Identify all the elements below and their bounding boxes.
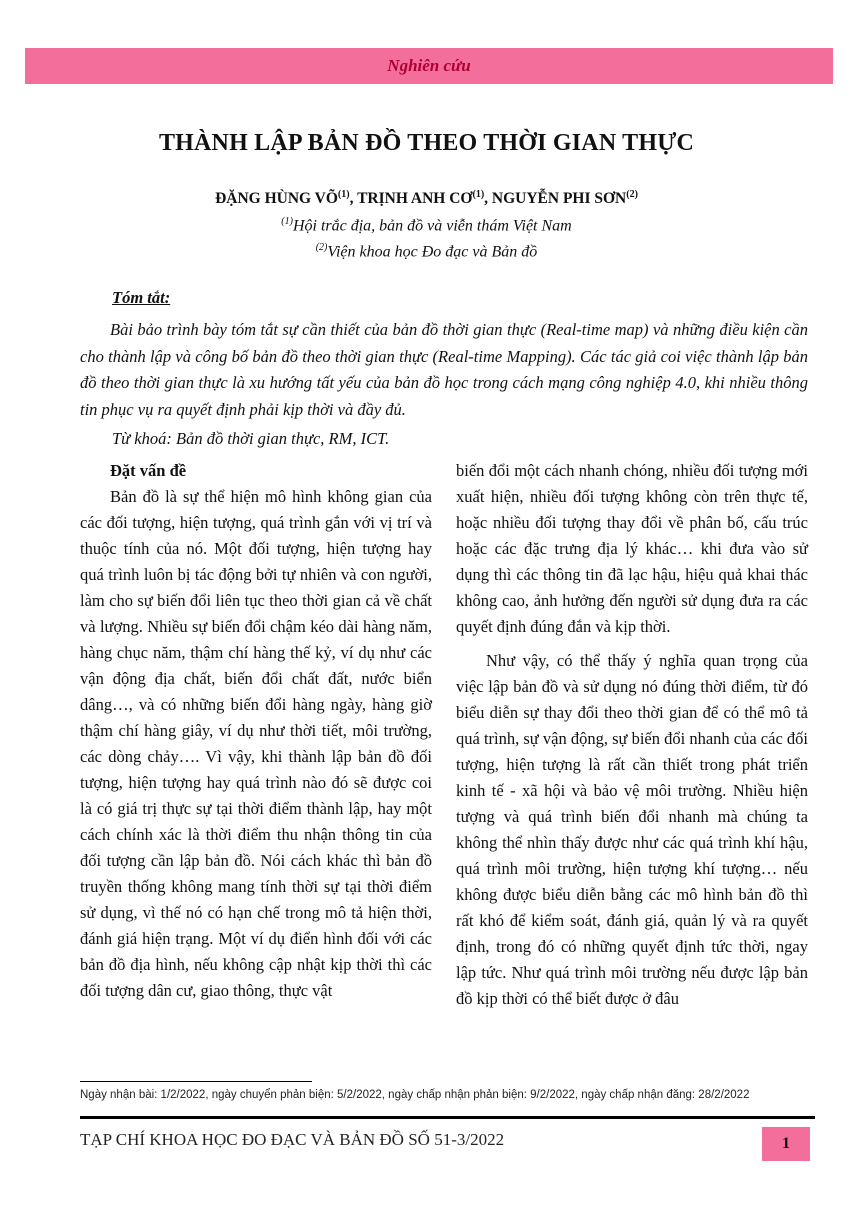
affiliation-mark: (2) — [315, 242, 328, 253]
author-affiliation-mark: (2) — [626, 189, 638, 200]
section-banner — [25, 48, 833, 84]
author-affiliation-mark: (1) — [472, 189, 485, 200]
affiliation-mark: (1) — [281, 216, 293, 227]
abstract-text: Bài bảo trình bày tóm tắt sự cần thiết của bản đồ thời gian thực (Real-time map) và những điều kiện cần cho thành lập và công bố bản đồ theo thời gian thực (Real-time Mapping). Các tác giả coi việc thành lập bản đồ theo thời gian thực là xu hướng tất yếu của bản đồ học trong cách mạng công nghiệp 4.0, khi nhiều thông tin phục vụ ra quyết định phải kịp thời và đầy đủ. — [80, 320, 808, 419]
affiliation-1 — [0, 216, 853, 235]
journal-name: TẠP CHÍ KHOA HỌC ĐO ĐẠC VÀ BẢN ĐỒ SỐ 51-3/2022 — [80, 1130, 505, 1149]
footer-divider — [80, 1116, 815, 1119]
footnote-divider — [80, 1081, 312, 1082]
keywords: Từ khoá: Bản đồ thời gian thực, RM, ICT. — [112, 429, 390, 448]
body-paragraph: biến đổi một cách nhanh chóng, nhiều đối tượng mới xuất hiện, nhiều đối tượng không còn trên thực tế, hoặc nhiều đối tượng thay đổi về phân bố, cấu trúc hoặc các đặc trưng địa lý khác… khi đưa vào sử dụng thì các thông tin đã lạc hậu, hiệu quả khai thác không cao, ảnh hưởng đến người sử dụng đưa ra các quyết định đúng đắn và kịp thời. — [456, 461, 808, 636]
author-list — [0, 189, 853, 208]
affiliation-text: Hội trắc địa, bản đồ và viễn thám Việt Nam — [292, 217, 572, 235]
author-affiliation-mark: (1) — [337, 189, 350, 200]
abstract-heading: Tóm tắt: — [112, 288, 171, 307]
author-separator: , — [484, 190, 492, 208]
right-column — [456, 458, 808, 1012]
left-column — [80, 458, 432, 1004]
author-separator: , — [349, 190, 358, 208]
affiliation-2 — [0, 242, 853, 261]
author-name: ĐẶNG HÙNG VÕ — [215, 190, 338, 208]
affiliation-text: Viện khoa học Đo đạc và Bản đồ — [327, 243, 538, 261]
body-paragraph: Bản đồ là sự thể hiện mô hình không gian của các đối tượng, hiện tượng, quá trình gắn với vị trí và thuộc tính của nó. Một đối tượng, hiện tượng hay quá trình luôn bị tác động bởi tự nhiên và con người, làm cho sự biến đổi liên tục theo thời gian cả về chất và lượng. Nhiều sự biến đổi chậm kéo dài hàng năm, hàng chục năm, thậm chí hàng thế kỷ, ví dụ như các vận động địa chất, biến đổi chất đất, nước biển dâng…, và có những biến đổi hàng ngày, hàng giờ thậm chí hàng giây, ví dụ như thời tiết, môi trường, các dòng chảy…. Vì vậy, khi thành lập bản đồ đối tượng, hiện tượng hay quá trình nào đó sẽ được coi là có giá trị thực sự tại thời điểm thành lập, hay một cách chính xác là thời điểm thu nhận thông tin của đối tượng cần lập bản đồ. Nói cách khác thì bản đồ truyền thống không mang tính thời sự tại thời điểm sử dụng, vì thế nó có hạn chế trong mô tả hiện thời, đánh giá hiện trạng. Một ví dụ điển hình đối với các bản đồ địa hình, nếu không cập nhật kịp thời thì các đối tượng dân cư, giao thông, thực vật — [80, 487, 432, 1000]
author-name: NGUYỄN PHI SƠN — [491, 190, 627, 208]
body-paragraph: Như vậy, có thể thấy ý nghĩa quan trọng của việc lập bản đồ và sử dụng nó đúng thời điểm, từ đó biểu diễn sự thay đổi theo thời gian để có thể mô tả quá trình, sự vận động, sự biến đổi nhanh của các đối tượng, hiện tượng là rất cần thiết trong phát triển kinh tế - xã hội và bảo vệ môi trường. Nhiều hiện tượng và quá trình biến đổi nhanh mà chúng ta không thể nhìn thấy được như các quá trình khí hậu, quá trình môi trường, hiện tượng khí tượng… nếu không được biểu diễn bằng các mô hình bản đồ thì rất khó để kiểm soát, đánh giá, quản lý và ra quyết định, trong đó có những quyết định tức thời, ngay lập tức. Như quá trình môi trường nếu được lập bản đồ kịp thời có thể biết được ở đâu — [456, 651, 808, 1008]
section-heading: Đặt vấn đề — [110, 461, 187, 480]
page-number: 1 — [762, 1127, 810, 1161]
author-name: TRỊNH ANH CƠ — [357, 190, 473, 208]
article-title: THÀNH LẬP BẢN ĐỒ THEO THỜI GIAN THỰC — [158, 130, 695, 156]
submission-dates-footnote: Ngày nhận bài: 1/2/2022, ngày chuyển phản biện: 5/2/2022, ngày chấp nhận phản biện: 9/2/2022, ngày chấp nhận đăng: 28/2/2022 — [80, 1089, 750, 1101]
section-category: Nghiên cứu — [387, 56, 471, 75]
